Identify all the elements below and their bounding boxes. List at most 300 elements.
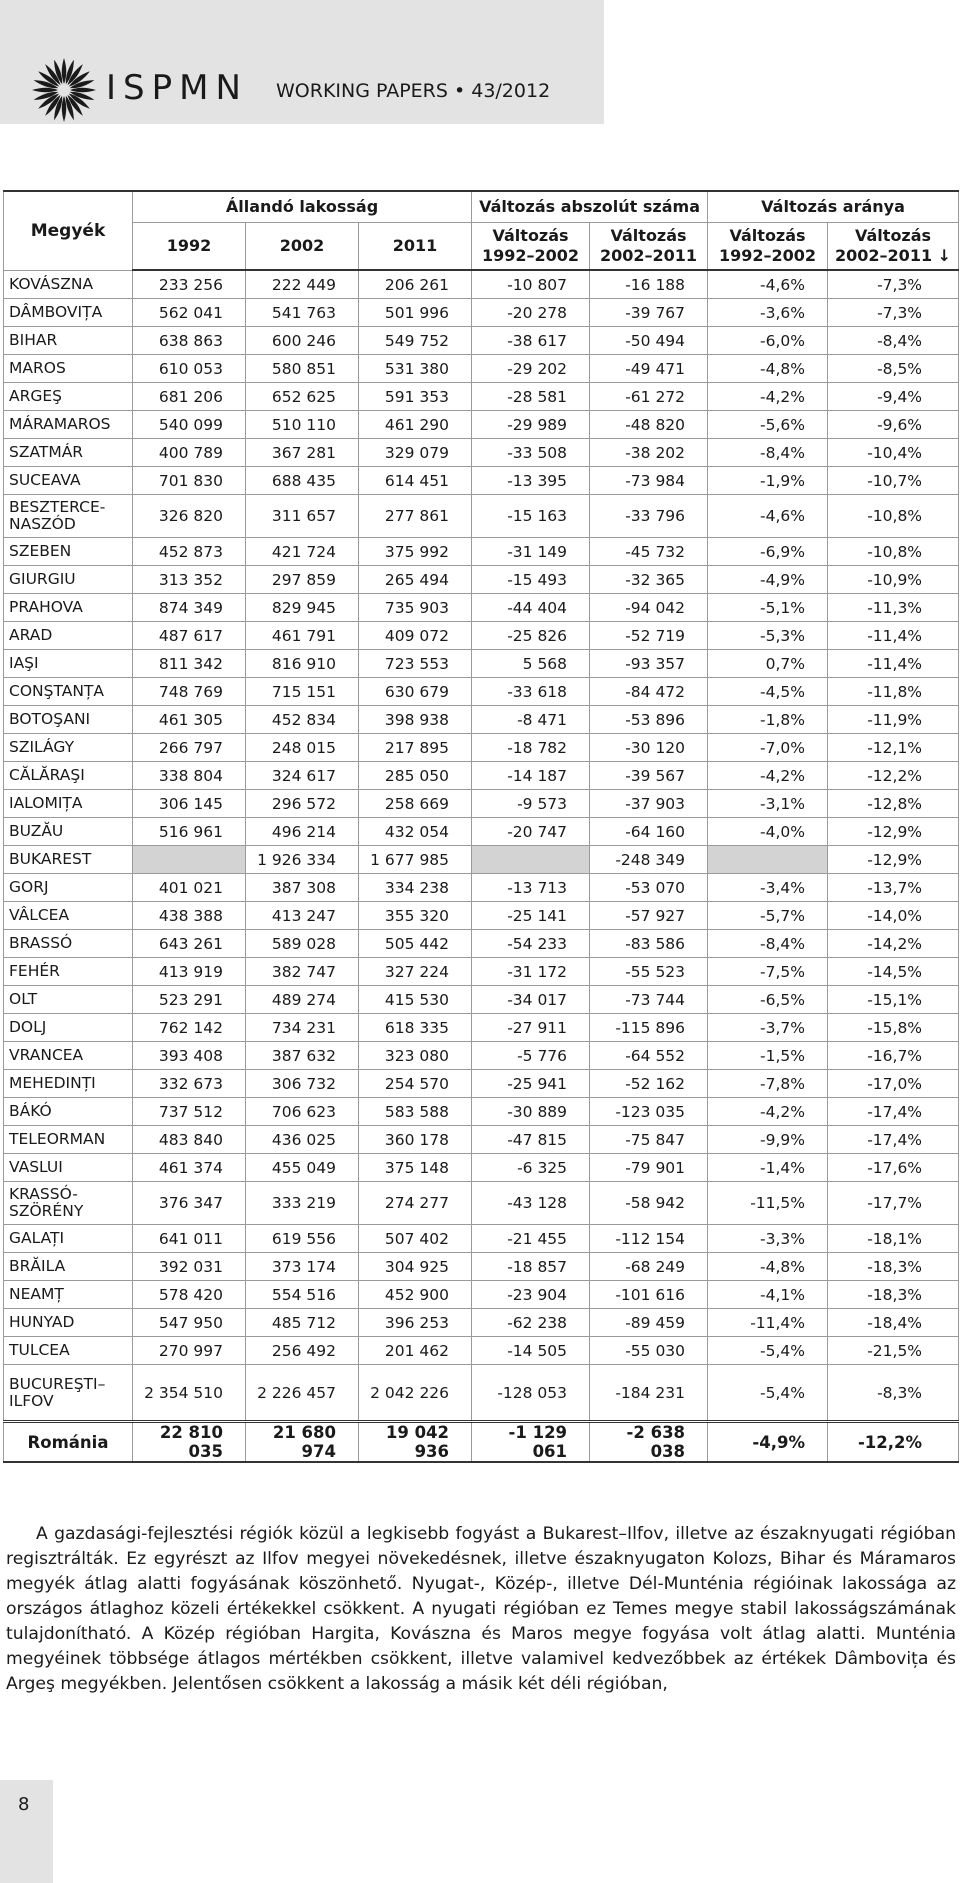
table-cell: -31 172 xyxy=(472,958,590,986)
table-cell: -10,4% xyxy=(828,439,959,467)
table-cell: -73 984 xyxy=(590,467,708,495)
change-header-line: Változás xyxy=(492,226,569,245)
table-cell: -11,4% xyxy=(828,622,959,650)
table-row xyxy=(4,270,959,299)
table-row xyxy=(4,1365,959,1422)
table-cell: -3,7% xyxy=(708,1014,828,1042)
table-row xyxy=(4,846,959,874)
table-row xyxy=(4,930,959,958)
table-row xyxy=(4,622,959,650)
table-cell: -83 586 xyxy=(590,930,708,958)
table-cell: -39 767 xyxy=(590,299,708,327)
table-row xyxy=(4,1126,959,1154)
table-cell: -17,7% xyxy=(828,1182,959,1225)
table-cell: 618 335 xyxy=(359,1014,472,1042)
county-name: BESZTERCE-NASZÓD xyxy=(4,495,133,538)
table-cell: 643 261 xyxy=(133,930,246,958)
table-cell: -14,2% xyxy=(828,930,959,958)
county-name: SZILÁGY xyxy=(4,734,133,762)
table-cell: -7,8% xyxy=(708,1070,828,1098)
table-cell: 248 015 xyxy=(246,734,359,762)
county-name: VASLUI xyxy=(4,1154,133,1182)
table-cell: -37 903 xyxy=(590,790,708,818)
table-cell: -1,8% xyxy=(708,706,828,734)
table-cell: 382 747 xyxy=(246,958,359,986)
table-cell: -55 523 xyxy=(590,958,708,986)
county-name: KOVÁSZNA xyxy=(4,270,133,299)
table-cell: 737 512 xyxy=(133,1098,246,1126)
county-name: VRANCEA xyxy=(4,1042,133,1070)
table-cell: 217 895 xyxy=(359,734,472,762)
table-cell: -38 617 xyxy=(472,327,590,355)
table-row xyxy=(4,1281,959,1309)
table-cell: 401 021 xyxy=(133,874,246,902)
table-cell: -9,4% xyxy=(828,383,959,411)
county-name: MAROS xyxy=(4,355,133,383)
change-header-period: 2002–2011 xyxy=(600,246,698,265)
table-cell: -5,3% xyxy=(708,622,828,650)
table-cell: 266 797 xyxy=(133,734,246,762)
county-column-header: Megyék xyxy=(4,191,133,270)
table-cell: 589 028 xyxy=(246,930,359,958)
change-header-period: 1992–2002 xyxy=(482,246,580,265)
table-cell: 306 732 xyxy=(246,1070,359,1098)
table-cell: -15,1% xyxy=(828,986,959,1014)
table-row xyxy=(4,986,959,1014)
group-header-absolute-change: Változás abszolút száma xyxy=(472,191,708,223)
county-name: GORJ xyxy=(4,874,133,902)
table-cell: 461 305 xyxy=(133,706,246,734)
table-cell: -7,3% xyxy=(828,299,959,327)
change-header-line: Változás xyxy=(855,226,932,245)
table-cell: -12,8% xyxy=(828,790,959,818)
table-cell: -10,8% xyxy=(828,538,959,566)
table-cell: -10,8% xyxy=(828,495,959,538)
table-cell: -12,1% xyxy=(828,734,959,762)
county-name: HUNYAD xyxy=(4,1309,133,1337)
table-cell: -52 719 xyxy=(590,622,708,650)
county-name: DÂMBOVIȚA xyxy=(4,299,133,327)
table-row xyxy=(4,762,959,790)
table-cell: -3,4% xyxy=(708,874,828,902)
table-cell: 400 789 xyxy=(133,439,246,467)
table-cell: -12,9% xyxy=(828,818,959,846)
table-cell: -32 365 xyxy=(590,566,708,594)
table-cell: -1 129 061 xyxy=(472,1422,590,1463)
table-cell: -79 901 xyxy=(590,1154,708,1182)
table-row xyxy=(4,327,959,355)
table-cell: 507 402 xyxy=(359,1225,472,1253)
table-cell: -54 233 xyxy=(472,930,590,958)
table-cell: -18,3% xyxy=(828,1253,959,1281)
table-cell: -8 471 xyxy=(472,706,590,734)
table-cell: -58 942 xyxy=(590,1182,708,1225)
table-row xyxy=(4,1309,959,1337)
table-row xyxy=(4,678,959,706)
table-cell: -48 820 xyxy=(590,411,708,439)
table-row xyxy=(4,1337,959,1365)
table-cell: -8,4% xyxy=(708,439,828,467)
table-cell: -33 508 xyxy=(472,439,590,467)
table-cell: -14 505 xyxy=(472,1337,590,1365)
table-cell: -4,2% xyxy=(708,1098,828,1126)
change-header-line: Változás xyxy=(610,226,687,245)
table-cell: 461 791 xyxy=(246,622,359,650)
logo-petal xyxy=(32,88,58,93)
table-cell: -12,2% xyxy=(828,762,959,790)
table-cell: 0,7% xyxy=(708,650,828,678)
table-cell: -16 188 xyxy=(590,270,708,299)
table-cell: -21 455 xyxy=(472,1225,590,1253)
table-cell: 415 530 xyxy=(359,986,472,1014)
table-cell: -52 162 xyxy=(590,1070,708,1098)
table-cell: -8,3% xyxy=(828,1365,959,1422)
table-cell: -94 042 xyxy=(590,594,708,622)
table-cell: -39 567 xyxy=(590,762,708,790)
change-header-sorted[interactable] xyxy=(828,223,959,271)
table-cell: 392 031 xyxy=(133,1253,246,1281)
table-cell: 496 214 xyxy=(246,818,359,846)
table-cell: -12,9% xyxy=(828,846,959,874)
table-cell: -55 030 xyxy=(590,1337,708,1365)
table-cell: -45 732 xyxy=(590,538,708,566)
table-cell: -25 141 xyxy=(472,902,590,930)
year-header: 1992 xyxy=(133,223,246,271)
table-cell: -11,9% xyxy=(828,706,959,734)
table-cell: 591 353 xyxy=(359,383,472,411)
table-cell: 489 274 xyxy=(246,986,359,1014)
table-cell: -7,0% xyxy=(708,734,828,762)
change-header-period: 2002–2011 ↓ xyxy=(835,246,952,265)
body-text xyxy=(6,1522,956,1697)
table-cell: 461 374 xyxy=(133,1154,246,1182)
change-header xyxy=(708,223,828,271)
county-name: BÁKÓ xyxy=(4,1098,133,1126)
table-cell: -5,6% xyxy=(708,411,828,439)
table-cell: -5,4% xyxy=(708,1337,828,1365)
table-cell: -17,4% xyxy=(828,1126,959,1154)
table-cell: -75 847 xyxy=(590,1126,708,1154)
county-name: IAŞI xyxy=(4,650,133,678)
table-cell: -4,8% xyxy=(708,355,828,383)
table-cell: -5,1% xyxy=(708,594,828,622)
table-cell: -93 357 xyxy=(590,650,708,678)
table-cell: -68 249 xyxy=(590,1253,708,1281)
table-row xyxy=(4,650,959,678)
county-name: GIURGIU xyxy=(4,566,133,594)
table-cell: 610 053 xyxy=(133,355,246,383)
table-row xyxy=(4,1253,959,1281)
table-cell: -44 404 xyxy=(472,594,590,622)
change-header-line: Változás xyxy=(729,226,806,245)
logo-petal xyxy=(62,58,67,84)
table-cell: 270 997 xyxy=(133,1337,246,1365)
table-cell: 562 041 xyxy=(133,299,246,327)
table-cell: -4,9% xyxy=(708,566,828,594)
table-row xyxy=(4,411,959,439)
logo-petal xyxy=(62,96,67,122)
county-name: CONŞTANȚA xyxy=(4,678,133,706)
table-cell: 735 903 xyxy=(359,594,472,622)
table-cell: -128 053 xyxy=(472,1365,590,1422)
table-cell: -11,3% xyxy=(828,594,959,622)
table-cell: -13 395 xyxy=(472,467,590,495)
table-cell: 329 079 xyxy=(359,439,472,467)
table-cell: 323 080 xyxy=(359,1042,472,1070)
table-cell: 811 342 xyxy=(133,650,246,678)
table-row xyxy=(4,734,959,762)
table-cell: 274 277 xyxy=(359,1182,472,1225)
table-cell: 614 451 xyxy=(359,467,472,495)
table-cell: -10,9% xyxy=(828,566,959,594)
table-cell: 505 442 xyxy=(359,930,472,958)
table-cell: 578 420 xyxy=(133,1281,246,1309)
population-table xyxy=(3,190,959,1463)
table-row xyxy=(4,1182,959,1225)
page-number: 8 xyxy=(18,1794,30,1815)
table-cell: 452 834 xyxy=(246,706,359,734)
table-cell: -6 325 xyxy=(472,1154,590,1182)
table-row xyxy=(4,1098,959,1126)
table-cell: 748 769 xyxy=(133,678,246,706)
table-cell: 327 224 xyxy=(359,958,472,986)
table-cell: 554 516 xyxy=(246,1281,359,1309)
table-cell: -9,9% xyxy=(708,1126,828,1154)
table-cell: -1,9% xyxy=(708,467,828,495)
table-cell: -5,7% xyxy=(708,902,828,930)
table-cell: 688 435 xyxy=(246,467,359,495)
table-cell: -11,4% xyxy=(828,650,959,678)
table-cell: -14,5% xyxy=(828,958,959,986)
county-name: GALAȚI xyxy=(4,1225,133,1253)
table-cell: -84 472 xyxy=(590,678,708,706)
table-row xyxy=(4,790,959,818)
table-row xyxy=(4,874,959,902)
table-cell: -15 163 xyxy=(472,495,590,538)
county-name: SUCEAVA xyxy=(4,467,133,495)
table-row xyxy=(4,1042,959,1070)
table-row xyxy=(4,538,959,566)
county-name: BUCUREŞTI–ILFOV xyxy=(4,1365,133,1422)
table-cell: -11,5% xyxy=(708,1182,828,1225)
table-cell: 452 900 xyxy=(359,1281,472,1309)
county-name: TELEORMAN xyxy=(4,1126,133,1154)
table-cell: -6,0% xyxy=(708,327,828,355)
table-row xyxy=(4,467,959,495)
table-cell: -15,8% xyxy=(828,1014,959,1042)
table-cell: 285 050 xyxy=(359,762,472,790)
table-row xyxy=(4,355,959,383)
table-cell: 452 873 xyxy=(133,538,246,566)
table-cell: 432 054 xyxy=(359,818,472,846)
county-name: KRASSÓ-SZÖRÉNY xyxy=(4,1182,133,1225)
table-row xyxy=(4,706,959,734)
table-cell: -57 927 xyxy=(590,902,708,930)
table-cell: -1,4% xyxy=(708,1154,828,1182)
table-cell: -30 120 xyxy=(590,734,708,762)
table-row xyxy=(4,495,959,538)
population-table-container xyxy=(3,190,958,1463)
table-cell: 206 261 xyxy=(359,270,472,299)
table-cell: 1 677 985 xyxy=(359,846,472,874)
table-cell: 547 950 xyxy=(133,1309,246,1337)
series-label: WORKING PAPERS • 43/2012 xyxy=(276,80,551,102)
year-header: 2002 xyxy=(246,223,359,271)
county-name: SZATMÁR xyxy=(4,439,133,467)
table-cell: 222 449 xyxy=(246,270,359,299)
table-cell: -50 494 xyxy=(590,327,708,355)
table-cell: -20 747 xyxy=(472,818,590,846)
table-cell: -18,3% xyxy=(828,1281,959,1309)
table-cell: -64 552 xyxy=(590,1042,708,1070)
county-name: NEAMȚ xyxy=(4,1281,133,1309)
table-cell: 540 099 xyxy=(133,411,246,439)
table-cell: 531 380 xyxy=(359,355,472,383)
table-cell: -21,5% xyxy=(828,1337,959,1365)
group-header-change-rate: Változás aránya xyxy=(708,191,959,223)
table-cell: -4,2% xyxy=(708,383,828,411)
table-cell: 19 042 936 xyxy=(359,1422,472,1463)
table-cell: 723 553 xyxy=(359,650,472,678)
table-cell: 516 961 xyxy=(133,818,246,846)
table-cell: -4,9% xyxy=(708,1422,828,1463)
table-cell: 436 025 xyxy=(246,1126,359,1154)
table-cell: -6,9% xyxy=(708,538,828,566)
table-cell: 681 206 xyxy=(133,383,246,411)
table-row xyxy=(4,594,959,622)
table-cell: 501 996 xyxy=(359,299,472,327)
county-name: TULCEA xyxy=(4,1337,133,1365)
table-cell: -4,2% xyxy=(708,762,828,790)
table-cell: 311 657 xyxy=(246,495,359,538)
table-row xyxy=(4,1154,959,1182)
county-name: BRĂILA xyxy=(4,1253,133,1281)
table-cell: 201 462 xyxy=(359,1337,472,1365)
table-cell xyxy=(472,846,590,874)
table-cell: 413 247 xyxy=(246,902,359,930)
table-cell: -47 815 xyxy=(472,1126,590,1154)
table-cell: -8,5% xyxy=(828,355,959,383)
table-cell: 21 680 974 xyxy=(246,1422,359,1463)
table-cell: 22 810 035 xyxy=(133,1422,246,1463)
table-cell: -73 744 xyxy=(590,986,708,1014)
table-cell: -4,1% xyxy=(708,1281,828,1309)
table-cell: 438 388 xyxy=(133,902,246,930)
table-cell: -7,5% xyxy=(708,958,828,986)
table-cell: 265 494 xyxy=(359,566,472,594)
table-cell: -8,4% xyxy=(828,327,959,355)
table-cell: 549 752 xyxy=(359,327,472,355)
table-cell: 483 840 xyxy=(133,1126,246,1154)
table-total-row xyxy=(4,1422,959,1463)
table-cell: 600 246 xyxy=(246,327,359,355)
ispmn-logo-icon xyxy=(30,56,98,124)
table-cell: 254 570 xyxy=(359,1070,472,1098)
year-header: 2011 xyxy=(359,223,472,271)
table-cell: -29 989 xyxy=(472,411,590,439)
table-cell: 874 349 xyxy=(133,594,246,622)
table-cell: -53 896 xyxy=(590,706,708,734)
table-cell: 2 354 510 xyxy=(133,1365,246,1422)
table-cell: -14,0% xyxy=(828,902,959,930)
table-cell: -43 128 xyxy=(472,1182,590,1225)
table-cell: -13,7% xyxy=(828,874,959,902)
table-cell: -2 638 038 xyxy=(590,1422,708,1463)
table-cell: 334 238 xyxy=(359,874,472,902)
table-cell: -38 202 xyxy=(590,439,708,467)
county-name: CĂLĂRAŞI xyxy=(4,762,133,790)
table-cell: 829 945 xyxy=(246,594,359,622)
county-name: ARAD xyxy=(4,622,133,650)
county-name: VÂLCEA xyxy=(4,902,133,930)
table-cell xyxy=(708,846,828,874)
table-row xyxy=(4,299,959,327)
table-cell: -12,2% xyxy=(828,1422,959,1463)
table-cell: -13 713 xyxy=(472,874,590,902)
table-row xyxy=(4,1225,959,1253)
table-cell: -28 581 xyxy=(472,383,590,411)
table-cell: 485 712 xyxy=(246,1309,359,1337)
table-cell: 487 617 xyxy=(133,622,246,650)
table-cell: 375 148 xyxy=(359,1154,472,1182)
table-cell: 256 492 xyxy=(246,1337,359,1365)
table-cell: 304 925 xyxy=(359,1253,472,1281)
table-cell: 2 226 457 xyxy=(246,1365,359,1422)
table-cell: -4,8% xyxy=(708,1253,828,1281)
table-cell: -3,3% xyxy=(708,1225,828,1253)
table-row xyxy=(4,1014,959,1042)
table-cell: 376 347 xyxy=(133,1182,246,1225)
table-cell: 652 625 xyxy=(246,383,359,411)
table-cell: -31 149 xyxy=(472,538,590,566)
county-name: BIHAR xyxy=(4,327,133,355)
change-header-period: 1992–2002 xyxy=(719,246,817,265)
table-cell: -8,4% xyxy=(708,930,828,958)
table-cell: -11,8% xyxy=(828,678,959,706)
table-row xyxy=(4,566,959,594)
table-cell: 296 572 xyxy=(246,790,359,818)
table-cell: 421 724 xyxy=(246,538,359,566)
table-cell: -11,4% xyxy=(708,1309,828,1337)
table-cell: 398 938 xyxy=(359,706,472,734)
table-cell: 387 308 xyxy=(246,874,359,902)
table-cell: -4,0% xyxy=(708,818,828,846)
table-cell: -62 238 xyxy=(472,1309,590,1337)
table-row xyxy=(4,958,959,986)
table-cell: -123 035 xyxy=(590,1098,708,1126)
table-cell: -20 278 xyxy=(472,299,590,327)
table-cell: -23 904 xyxy=(472,1281,590,1309)
table-cell: -25 941 xyxy=(472,1070,590,1098)
table-cell: 375 992 xyxy=(359,538,472,566)
table-cell: -4,5% xyxy=(708,678,828,706)
table-cell: 326 820 xyxy=(133,495,246,538)
table-cell: -4,6% xyxy=(708,270,828,299)
table-cell: 630 679 xyxy=(359,678,472,706)
county-name: IALOMIȚA xyxy=(4,790,133,818)
county-name: BUZĂU xyxy=(4,818,133,846)
table-cell: -7,3% xyxy=(828,270,959,299)
table-cell: -17,6% xyxy=(828,1154,959,1182)
table-cell: 332 673 xyxy=(133,1070,246,1098)
table-cell: 367 281 xyxy=(246,439,359,467)
table-cell: -89 459 xyxy=(590,1309,708,1337)
table-cell: 233 256 xyxy=(133,270,246,299)
logo-petal xyxy=(70,88,96,93)
table-cell: -34 017 xyxy=(472,986,590,1014)
table-cell: -10 807 xyxy=(472,270,590,299)
table-cell: 338 804 xyxy=(133,762,246,790)
